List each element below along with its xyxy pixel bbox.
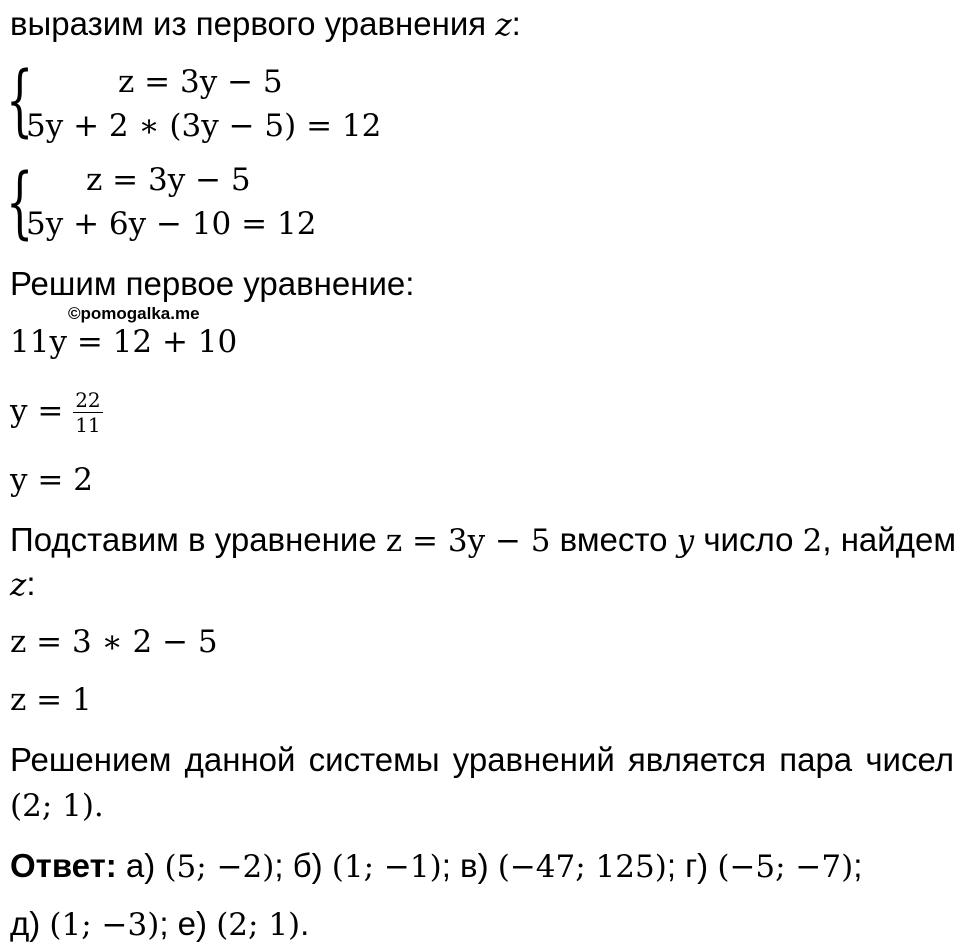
equation-y-fraction xyxy=(10,388,103,437)
answer-part: ; г) xyxy=(666,847,718,884)
answer-part: а) xyxy=(116,847,165,884)
solution-line-1: Решением данной системы уравнений является пара чисел xyxy=(10,741,954,778)
equation-z-calc: z = 3 ∗ 2 − 5 xyxy=(10,624,218,660)
intro-text: выразим из первого уравнения xyxy=(10,5,496,42)
intro-line xyxy=(10,4,521,45)
equation-11y: 11y = 12 + 10 xyxy=(10,324,238,360)
system-1-eq1: z = 3y − 5 xyxy=(118,64,283,100)
substitute-text-4: , найдем xyxy=(822,521,957,558)
substitute-variable: y xyxy=(676,523,695,559)
answer-part: . xyxy=(300,905,310,942)
system-1-eq2: 5y + 2 ∗ (3y − 5) = 12 xyxy=(26,108,382,144)
system-2-brace: { xyxy=(6,158,34,248)
answer-part: ; е) xyxy=(159,905,217,942)
substitute-line2-variable: z xyxy=(10,567,27,603)
answer-line-2 xyxy=(10,904,309,945)
answer-pair-b: (1; −1) xyxy=(331,849,442,885)
substitute-line-2 xyxy=(10,564,36,605)
answer-part: ; xyxy=(853,847,863,884)
equation-y2: y = 2 xyxy=(10,462,93,498)
answer-pair-d: (1; −3) xyxy=(49,907,160,943)
answer-part: ; б) xyxy=(274,847,332,884)
substitute-expression: z = 3y − 5 xyxy=(385,523,551,559)
substitute-text-3: число xyxy=(694,521,803,558)
solution-line-2: (2; 1). xyxy=(10,788,104,824)
substitute-text-1: Подставим в уравнение xyxy=(10,521,386,558)
intro-variable: z xyxy=(495,7,512,43)
substitute-line xyxy=(10,520,956,561)
fraction-denominator: 11 xyxy=(75,413,101,437)
answer-pair-v: (−47; 125) xyxy=(497,849,667,885)
equation-z1: z = 1 xyxy=(10,682,92,718)
answer-pair-a: (5; −2) xyxy=(164,849,275,885)
answer-pair-g: (−5; −7) xyxy=(717,849,854,885)
system-2-eq1: z = 3y − 5 xyxy=(86,162,251,198)
answer-pair-e: (2; 1) xyxy=(216,907,301,943)
substitute-line2-colon: : xyxy=(26,565,36,602)
answer-part: д) xyxy=(10,905,50,942)
fraction-numerator: 22 xyxy=(75,388,101,412)
intro-colon: : xyxy=(511,5,521,42)
answer-label: Ответ: xyxy=(10,847,117,884)
substitute-text-2: вместо xyxy=(550,521,677,558)
fraction xyxy=(73,388,102,437)
equation-y-lhs: y = xyxy=(10,393,74,430)
solve-first-heading: Решим первое уравнение: xyxy=(10,265,415,302)
system-1-brace: { xyxy=(6,56,34,146)
answer-part: ; в) xyxy=(441,847,498,884)
substitute-number: 2 xyxy=(802,523,823,559)
system-2-eq2: 5y + 6y − 10 = 12 xyxy=(26,206,317,242)
answer-line-1 xyxy=(10,846,862,887)
watermark: ©pomogalka.me xyxy=(68,304,200,323)
